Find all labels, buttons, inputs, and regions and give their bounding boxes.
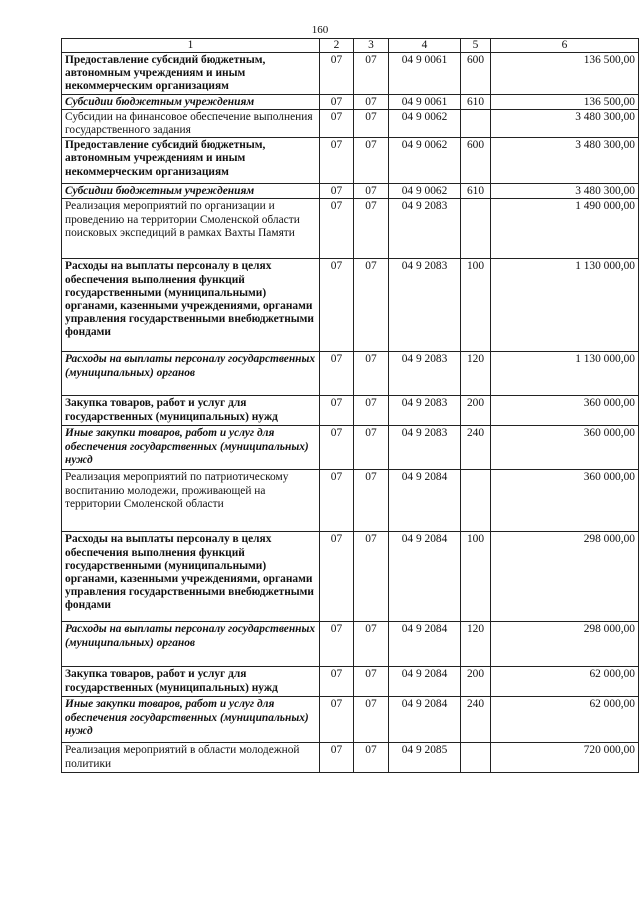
- row-expense-type-cell: [461, 109, 491, 137]
- row-section-cell: 07: [320, 532, 354, 622]
- row-target-article-cell: 04 9 0062: [389, 109, 461, 137]
- row-amount-cell: 720 000,00: [491, 743, 639, 773]
- row-target-article-cell: 04 9 0061: [389, 53, 461, 95]
- row-target-article-cell: 04 9 0061: [389, 94, 461, 109]
- table-row: [62, 743, 639, 773]
- row-name-cell: Субсидии бюджетным учреждениям: [62, 184, 320, 199]
- row-subsection-cell: 07: [354, 184, 389, 199]
- row-section-cell: 07: [320, 199, 354, 259]
- row-section-cell: 07: [320, 697, 354, 743]
- row-subsection-cell: 07: [354, 109, 389, 137]
- row-amount-cell: 360 000,00: [491, 396, 639, 426]
- row-section-cell: 07: [320, 259, 354, 352]
- row-expense-type-cell: 200: [461, 396, 491, 426]
- row-expense-type-cell: 200: [461, 667, 491, 697]
- table-row: [62, 184, 639, 199]
- row-name-cell: Предоставление субсидий бюджетным, автономным учреждениям и иным некоммерческим организациям: [62, 53, 320, 95]
- row-amount-cell: 136 500,00: [491, 53, 639, 95]
- row-amount-cell: 1 490 000,00: [491, 199, 639, 259]
- row-name-cell: Закупка товаров, работ и услуг для государственных (муниципальных) нужд: [62, 667, 320, 697]
- row-amount-cell: 3 480 300,00: [491, 184, 639, 199]
- row-name-cell: Расходы на выплаты персоналу в целях обеспечения выполнения функций государственными (муниципальными) органами, казенными учреждениями, органами управления государственными внебюджетными фондами: [62, 532, 320, 622]
- row-amount-cell: 1 130 000,00: [491, 259, 639, 352]
- row-name-cell: Субсидии бюджетным учреждениям: [62, 94, 320, 109]
- row-expense-type-cell: 240: [461, 697, 491, 743]
- row-name-cell: Реализация мероприятий по патриотическому воспитанию молодежи, проживающей на территории Смоленской области: [62, 470, 320, 532]
- row-target-article-cell: 04 9 2084: [389, 532, 461, 622]
- row-amount-cell: 298 000,00: [491, 622, 639, 667]
- row-target-article-cell: 04 9 0062: [389, 184, 461, 199]
- row-subsection-cell: 07: [354, 53, 389, 95]
- row-name-cell: Реализация мероприятий по организации и проведению на территории Смоленской области поисковых экспедиций в рамках Вахты Памяти: [62, 199, 320, 259]
- row-expense-type-cell: 600: [461, 138, 491, 184]
- row-expense-type-cell: [461, 470, 491, 532]
- row-subsection-cell: 07: [354, 352, 389, 396]
- row-subsection-cell: 07: [354, 743, 389, 773]
- row-subsection-cell: 07: [354, 199, 389, 259]
- row-name-cell: Закупка товаров, работ и услуг для государственных (муниципальных) нужд: [62, 396, 320, 426]
- row-subsection-cell: 07: [354, 697, 389, 743]
- row-amount-cell: 136 500,00: [491, 94, 639, 109]
- table-row: [62, 199, 639, 259]
- row-section-cell: 07: [320, 94, 354, 109]
- table-row: [62, 532, 639, 622]
- row-section-cell: 07: [320, 109, 354, 137]
- row-subsection-cell: 07: [354, 622, 389, 667]
- row-amount-cell: 360 000,00: [491, 426, 639, 470]
- row-expense-type-cell: [461, 199, 491, 259]
- row-section-cell: 07: [320, 53, 354, 95]
- row-section-cell: 07: [320, 622, 354, 667]
- row-subsection-cell: 07: [354, 426, 389, 470]
- row-expense-type-cell: 610: [461, 94, 491, 109]
- row-subsection-cell: 07: [354, 396, 389, 426]
- row-expense-type-cell: 240: [461, 426, 491, 470]
- column-header-target-article: 4: [389, 39, 461, 53]
- row-name-cell: Иные закупки товаров, работ и услуг для обеспечения государственных (муниципальных) нужд: [62, 697, 320, 743]
- row-expense-type-cell: 100: [461, 532, 491, 622]
- table-row: [62, 426, 639, 470]
- row-name-cell: Реализация мероприятий в области молодежной политики: [62, 743, 320, 773]
- row-section-cell: 07: [320, 426, 354, 470]
- row-amount-cell: 62 000,00: [491, 697, 639, 743]
- table-row: [62, 259, 639, 352]
- table-row: [62, 352, 639, 396]
- row-amount-cell: 360 000,00: [491, 470, 639, 532]
- row-amount-cell: 1 130 000,00: [491, 352, 639, 396]
- row-target-article-cell: 04 9 2085: [389, 743, 461, 773]
- row-amount-cell: 62 000,00: [491, 667, 639, 697]
- row-amount-cell: 298 000,00: [491, 532, 639, 622]
- row-subsection-cell: 07: [354, 138, 389, 184]
- column-header-section: 2: [320, 39, 354, 53]
- row-expense-type-cell: 120: [461, 622, 491, 667]
- row-section-cell: 07: [320, 396, 354, 426]
- row-subsection-cell: 07: [354, 532, 389, 622]
- row-target-article-cell: 04 9 2084: [389, 667, 461, 697]
- row-section-cell: 07: [320, 184, 354, 199]
- column-header-amount: 6: [491, 39, 639, 53]
- row-target-article-cell: 04 9 2084: [389, 470, 461, 532]
- row-name-cell: Субсидии на финансовое обеспечение выполнения государственного задания: [62, 109, 320, 137]
- column-header-name: 1: [62, 39, 320, 53]
- row-subsection-cell: 07: [354, 94, 389, 109]
- row-name-cell: Расходы на выплаты персоналу государственных (муниципальных) органов: [62, 352, 320, 396]
- table-body: [62, 53, 639, 773]
- table-row: [62, 94, 639, 109]
- row-name-cell: Расходы на выплаты персоналу в целях обеспечения выполнения функций государственными (муниципальными) органами, казенными учреждениями, органами управления государственными внебюджетными фондами: [62, 259, 320, 352]
- row-expense-type-cell: [461, 743, 491, 773]
- row-target-article-cell: 04 9 2083: [389, 396, 461, 426]
- table-row: [62, 697, 639, 743]
- table-row: [62, 109, 639, 137]
- row-target-article-cell: 04 9 2084: [389, 697, 461, 743]
- header-row: [62, 39, 639, 53]
- row-target-article-cell: 04 9 2083: [389, 352, 461, 396]
- row-expense-type-cell: 100: [461, 259, 491, 352]
- table-row: [62, 622, 639, 667]
- row-section-cell: 07: [320, 667, 354, 697]
- row-name-cell: Расходы на выплаты персоналу государственных (муниципальных) органов: [62, 622, 320, 667]
- table-row: [62, 138, 639, 184]
- row-amount-cell: 3 480 300,00: [491, 109, 639, 137]
- row-expense-type-cell: 120: [461, 352, 491, 396]
- row-section-cell: 07: [320, 138, 354, 184]
- row-target-article-cell: 04 9 2083: [389, 199, 461, 259]
- table-row: [62, 396, 639, 426]
- page-number: 160: [311, 24, 329, 36]
- row-name-cell: Иные закупки товаров, работ и услуг для обеспечения государственных (муниципальных) нужд: [62, 426, 320, 470]
- row-section-cell: 07: [320, 743, 354, 773]
- row-subsection-cell: 07: [354, 470, 389, 532]
- row-subsection-cell: 07: [354, 259, 389, 352]
- row-target-article-cell: 04 9 2083: [389, 259, 461, 352]
- table-row: [62, 470, 639, 532]
- row-expense-type-cell: 610: [461, 184, 491, 199]
- row-amount-cell: 3 480 300,00: [491, 138, 639, 184]
- row-section-cell: 07: [320, 352, 354, 396]
- column-header-expense-type: 5: [461, 39, 491, 53]
- row-expense-type-cell: 600: [461, 53, 491, 95]
- row-section-cell: 07: [320, 470, 354, 532]
- row-target-article-cell: 04 9 0062: [389, 138, 461, 184]
- row-subsection-cell: 07: [354, 667, 389, 697]
- row-target-article-cell: 04 9 2083: [389, 426, 461, 470]
- table-row: [62, 53, 639, 95]
- row-target-article-cell: 04 9 2084: [389, 622, 461, 667]
- column-header-subsection: 3: [354, 39, 389, 53]
- row-name-cell: Предоставление субсидий бюджетным, автономным учреждениям и иным некоммерческим организациям: [62, 138, 320, 184]
- budget-table: [61, 38, 639, 773]
- table-row: [62, 667, 639, 697]
